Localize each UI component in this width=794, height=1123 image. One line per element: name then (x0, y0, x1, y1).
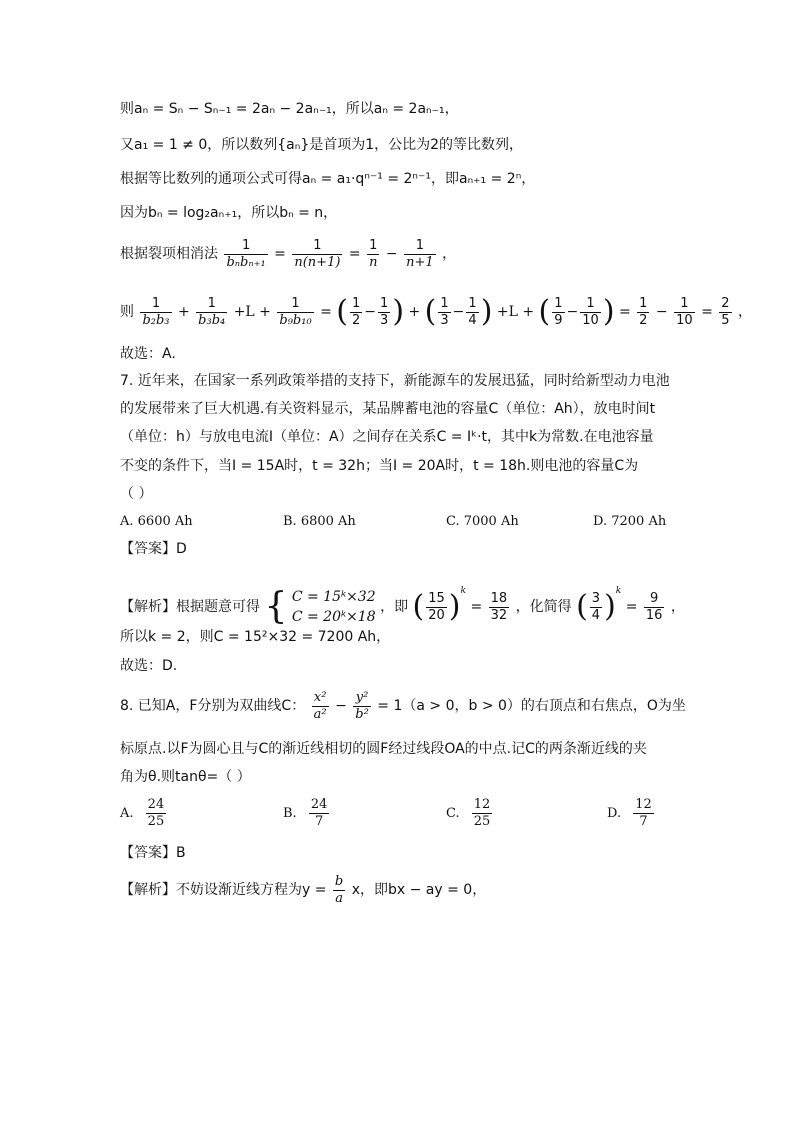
fraction: $\frac{1}{n}$ (369, 237, 378, 270)
q7-analysis-line: 【解析】根据题意可得 { C = 15ᵏ×32 C = 20ᵏ×18 ，即 ( $\frac{15}{20}$ )$^k$ = $\frac{18}{32}$ ，化简得 ( $\frac{3}{4}$ )$^k$ = $\frac{9}{16}$ ， (120, 586, 685, 627)
fraction: $\frac{1}{2}$ (352, 295, 361, 328)
fraction: $\frac{1}{10}$ (582, 295, 599, 328)
q7-option-d: D. 7200 Ah (593, 514, 667, 529)
fraction: $\frac{9}{16}$ (645, 590, 663, 623)
q7-option-c: C. 7000 Ah (446, 514, 519, 529)
fraction: $\frac{1}{\text{b₉b₁₀}}$ (279, 295, 312, 328)
text-line-an-recurrence: 则aₙ = Sₙ − Sₙ₋₁ = 2aₙ − 2aₙ₋₁，所以aₙ = 2aₙ₋₁， (120, 101, 459, 117)
question-7-line-5: （ ） (120, 486, 153, 502)
fraction: $\frac{18}{32}$ (490, 590, 508, 623)
q7-option-b: B. 6800 Ah (283, 514, 356, 529)
fraction: $\frac{1}{n+1}$ (406, 237, 434, 270)
fraction: $\frac{24}{7}$ (310, 797, 328, 829)
answer-select-a: 故选：A. (120, 346, 176, 362)
fraction: $\frac{12}{25}$ (473, 797, 491, 829)
fraction: $\frac{\text{x²}}{\text{a²}}$ (313, 689, 327, 722)
q8-analysis-line: 【解析】不妨设渐近线方程为y = $\frac{b}{a}$ x，即bx − ay = 0， (120, 873, 487, 906)
fraction: $\frac{1}{2}$ (639, 295, 648, 328)
fraction: $\frac{3}{4}$ (591, 590, 601, 623)
fraction: $\frac{b}{a}$ (334, 873, 344, 906)
text-line-telescoping: 根据裂项相消法 $\frac{1}{\text{bₙbₙ₊₁}}$ = $\frac{1}{n(n+1)}$ = $\frac{1}{n}$ − $\frac{1}{n+1}$ ， (120, 237, 457, 270)
q7-answer: 【答案】D (120, 541, 187, 557)
fraction: $\frac{1}{n(n+1)}$ (294, 237, 341, 270)
text-line-telescoping-sum: 则 $\frac{1}{\text{b₂b₃}}$ + $\frac{1}{\text{b₃b₄}}$ +L + $\frac{1}{\text{b₉b₁₀}}$ = ( $\frac{1}{2}$ − $\frac{1}{3}$ ) + ( $\frac{1}{3}$ − $\frac{1}{4}$ ) +L + ( $\frac{1}{9}$ − $\frac{1}{10}$ ) = $\frac{1}{2}$ − $\frac{1}{10}$ = $\frac{2}{5}$ ， (120, 294, 753, 329)
fraction: $\frac{1}{9}$ (554, 295, 563, 328)
fraction: $\frac{1}{4}$ (468, 295, 477, 328)
q7-option-a: A. 6600 Ah (120, 514, 193, 529)
fraction: $\frac{2}{5}$ (721, 295, 730, 328)
q8-option-c: C. $\frac{12}{25}$ (446, 797, 491, 829)
text-line-bn-definition: 因为bₙ = log₂aₙ₊₁，所以bₙ = n， (120, 205, 338, 221)
fraction: $\frac{1}{\text{b₂b₃}}$ (142, 295, 170, 328)
q7-select-d: 故选：D. (120, 658, 178, 674)
question-8-line-1: 8. 已知A，F分别为双曲线C： $\frac{\text{x²}}{\text{a²}}$ − $\frac{\text{y²}}{\text{b²}}$ = 1（a > 0，b > 0）的右顶点和右焦点，O为坐 (120, 689, 686, 722)
fraction: $\frac{1}{\text{bₙbₙ₊₁}}$ (226, 237, 266, 270)
fraction: $\frac{1}{3}$ (440, 295, 449, 328)
fraction: $\frac{24}{25}$ (147, 797, 165, 829)
fraction: $\frac{\text{y²}}{\text{b²}}$ (355, 689, 369, 722)
question-7-line-2: 的发展带来了巨大机遇.有关资料显示，某品牌蓄电池的容量C（单位：Ah），放电时间t (120, 401, 656, 417)
fraction: $\frac{12}{7}$ (635, 797, 652, 829)
question-7-line-4: 不变的条件下，当I = 15A时，t = 32h；当I = 20A时，t = 18h.则电池的容量C为 (120, 458, 639, 474)
question-7-line-1: 7. 近年来，在国家一系列政策举措的支持下，新能源车的发展迅猛，同时给新型动力电池 (120, 373, 670, 389)
analysis-label: 【解析】根据题意可得 (120, 599, 260, 615)
question-7-line-3: （单位：h）与放电电流I（单位：A）之间存在关系C = Iᵏ·t，其中k为常数.在电池容量 (120, 429, 654, 445)
fraction: $\frac{1}{10}$ (676, 295, 693, 328)
q8-answer: 【答案】B (120, 845, 186, 861)
equation-system: C = 15ᵏ×32 C = 20ᵏ×18 (291, 589, 376, 625)
question-8-line-2: 标原点.以F为圆心且与C的渐近线相切的圆F经过线段OA的中点.记C的两条渐近线的夹 (120, 741, 647, 757)
fraction: $\frac{1}{\text{b₃b₄}}$ (198, 295, 226, 328)
sum-prefix: 则 (120, 304, 134, 320)
q8-option-b: B. $\frac{24}{7}$ (283, 797, 328, 829)
fraction: $\frac{1}{3}$ (380, 295, 389, 328)
fraction: $\frac{15}{20}$ (428, 590, 445, 623)
q7-analysis-conclusion: 所以k = 2，则C = 15²×32 = 7200 Ah， (120, 629, 391, 645)
telescoping-label: 根据裂项相消法 (120, 246, 218, 262)
text-line-geometric-sequence: 又a₁ = 1 ≠ 0，所以数列{aₙ}是首项为1，公比为2的等比数列， (120, 137, 524, 153)
question-8-line-3: 角为θ.则tanθ=（ ） (120, 769, 251, 785)
q8-option-a: A. $\frac{24}{25}$ (120, 797, 165, 829)
q8-option-d: D. $\frac{12}{7}$ (607, 797, 652, 829)
text-line-general-term: 根据等比数列的通项公式可得aₙ = a₁·qⁿ⁻¹ = 2ⁿ⁻¹，即aₙ₊₁ = 2ⁿ， (120, 171, 536, 187)
